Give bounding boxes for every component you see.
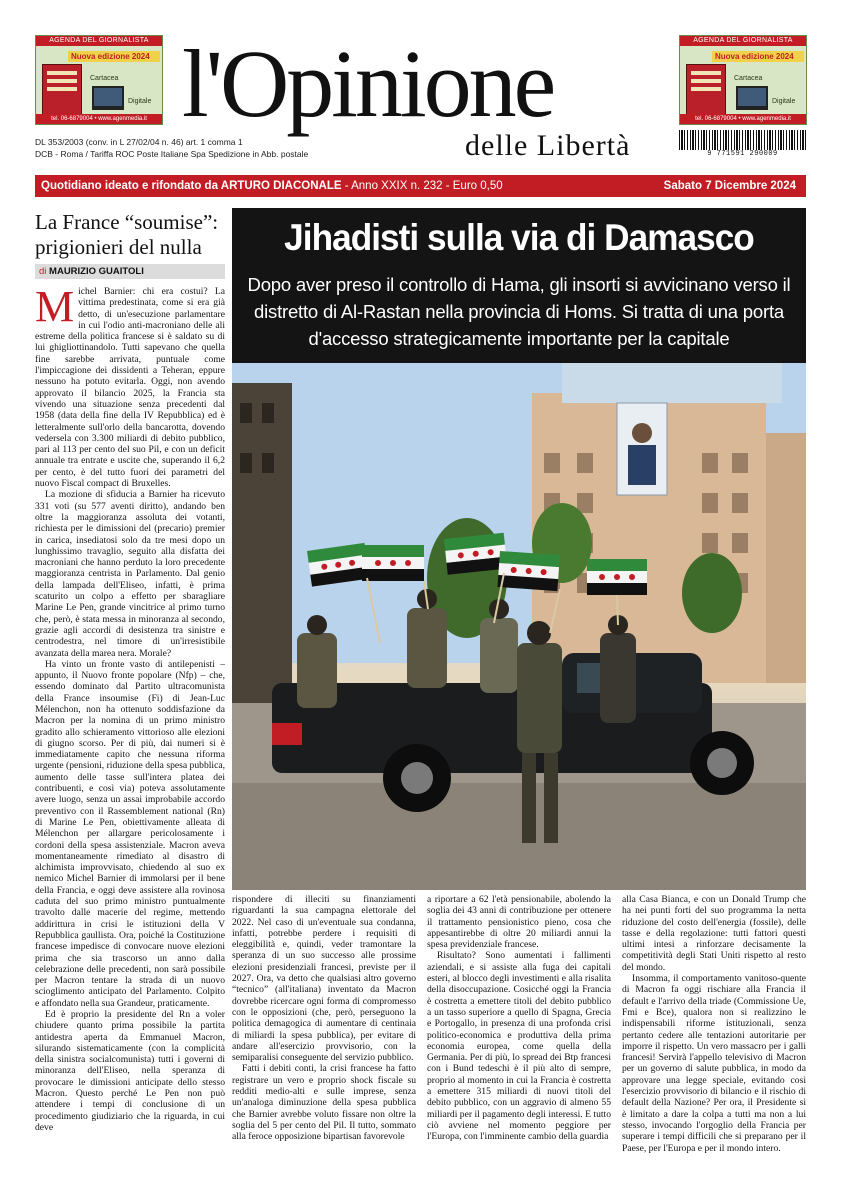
issue-bar-left bbox=[41, 175, 503, 197]
ad-edition: Nuova edizione 2024 bbox=[68, 51, 160, 62]
main-headline: Jihadisti sulla via di Damasco bbox=[284, 217, 754, 258]
article-paragraph: La mozione di sfiducia a Barnier ha ricevuto 331 voti (su 577 aventi diritto), andando ben oltre la maggioranza assoluta dei votanti, richiesta per le dimissioni del (precario) premier in carica, insediatosi solo da tre mesi dopo un lunghissimo travaglio, seguito alla disfatta dei macroniani che hanno perduto la loro precedente maggioranza centrista in Parlamento. Dal genio della lampada dell'Eliseo, infatti, è prima scaturito un colpo a effetto per sbaragliare Marine Le Pen, grande vincitrice al primo turno che, però, è stata messa in minoranza al secondo, grazie agli accordi di desistenza tra sinistre e centrodestra, nel timore di un'irresistibile avanzata della marea nera. Morale? bbox=[35, 489, 225, 659]
article-paragraph: Ed è proprio la presidente del Rn a voler chiudere quanto prima possibile la partita antidestra aperta da Emmanuel Macron, silurando sistematicamente (con la complicità della sinistra socialcomunista) tutti i governi di minoranza dell'Eliseo, nella speranza di provocare le dimissioni anticipate dello stesso Macron. Questo perché Le Pen non può attendere i tempi di conclusione di un procedimento giudiziario che la riguarda, in cui deve bbox=[35, 1009, 225, 1133]
agenda-ad-left[interactable] bbox=[35, 35, 163, 125]
byline-author: MAURIZIO GUAITOLI bbox=[49, 266, 144, 277]
ad-label-print: Cartacea bbox=[734, 75, 763, 82]
article-column-4 bbox=[622, 894, 806, 1180]
laptop-icon bbox=[92, 86, 124, 110]
laptop-icon bbox=[736, 86, 768, 110]
masthead-subtitle: delle Libertà bbox=[465, 129, 631, 162]
article-column-2 bbox=[232, 894, 416, 1180]
byline-prefix: di bbox=[39, 266, 47, 277]
article-paragraph: alla Casa Bianca, e con un Donald Trump che ha nei punti forti del suo programma la netta riduzione del costo dell'energia (fossile), delle tasse e della regolazione: tutti fattori questi ultimi intesi a rinforzare decisamente la competitività degli Stati Uniti rispetto al resto del mondo. bbox=[622, 894, 806, 973]
news-photo bbox=[232, 363, 806, 890]
agenda-book-icon bbox=[686, 64, 726, 116]
article-column-1 bbox=[35, 286, 225, 1176]
article-paragraph: rispondere di illeciti su finanziamenti riguardanti la sua campagna elettorale del 2022. Nel caso di un'eventuale sua condanna, infatti, potrebbe perdere i requisiti di eleggibilità e, quindi, veder tramontare la speranza di un suo successo alle prossime elezioni presidenziali francesi, previste per il 2027. Ora, va detto che qualsiasi altro governo “tecnico” (all'italiana) inventato da Macron dovrebbe ricercare ogni forma di compromesso con le opposizioni (che, però, perseguono la politica demagogica di aumentare di centinaia di miliardi la spesa pubblica), per evitare di andare all'esercizio provvisorio, con la semiparalisi conseguente del servizio pubblico. bbox=[232, 894, 416, 1064]
ad-footer: tel. 06-6879004 • www.agenmedia.it bbox=[36, 114, 162, 124]
main-headline-box[interactable] bbox=[232, 208, 806, 363]
agenda-ad-right[interactable] bbox=[679, 35, 807, 125]
news-photo-illustration bbox=[232, 363, 806, 890]
issue-details: - Anno XXIX n. 232 - Euro 0,50 bbox=[344, 180, 503, 192]
barcode-bars bbox=[679, 130, 806, 150]
agenda-book-icon bbox=[42, 64, 82, 116]
founder-prefix: Quotidiano ideato e rifondato da bbox=[41, 180, 218, 192]
dropcap: M bbox=[35, 286, 75, 331]
ad-header: AGENDA DEL GIORNALISTA bbox=[680, 36, 806, 46]
article-paragraph: a riportare a 62 l'età pensionabile, abolendo la soglia dei 43 anni di contribuzione per ottenere il trattamento pensionistico pieno, cosa che appesantirebbe di oltre 20 miliardi annui la spesa previdenziale francese. bbox=[427, 894, 611, 951]
main-subhead: Dopo aver preso il controllo di Hama, gli insorti si avvicinano verso il distretto di Al-Rastan nella provincia di Homs. Si tratta di una porta d'accesso strategicamente importante per la capitale bbox=[247, 274, 791, 349]
article-paragraph: Ha vinto un fronte vasto di antilepenisti – appunto, il Nuovo fronte popolare (Nfp) – che, essendo dominato dal Partito ultracomunista della France insoumise (Fi) di Jean-Luc Mélenchon, non ha ottenuto soddisfazione da Macron per la nomina di un primo ministro gradito allo schieramento vittorioso alle elezioni di giugno scorso. Per di più, dai numeri si è immediatamente capito che nessuna riforma urgente (pensioni, riduzione della spesa pubblica, aumento delle tasse sull'intera platea dei contribuenti, e così via) poteva assolutamente avere luogo, senza un assai improbabile accordo preventivo con il Rassemblement national (Rn) di Marine Le Pen, obiettivamente alleata di Mélenchon per allargare pericolosamente i cordoni della spesa assistenziale. Macron aveva momentaneamente rimediato al disastro di alchimista improvvisato, chiedendo al suo ex nemico Michel Barnier di immolarsi per il bene della Francia, e oggi deve assistere alla rovinosa caduta del suo primo ministro puntualmente travolto dalle macerie del regime, mettendo addirittura in crisi le istituzioni della V Repubblica gaullista. Ora, poiché la Costituzione francese impedisce di convocare nuove elezioni prima che sia trascorso un anno dalla celebrazione delle precedenti, non sarà possibile per Macron tentare la strada di un nuovo scioglimento anticipato del Parlamento. Colpito e affondato nella sua Grandeur, praticamente. bbox=[35, 658, 225, 1009]
side-article-title[interactable]: La France “soumise”: prigionieri del nulla bbox=[35, 210, 219, 259]
founder-name: ARTURO DIACONALE bbox=[220, 180, 342, 192]
article-paragraph: Michel Barnier: chi era costui? La vittima predestinata, come si era già detto, di un'esecuzione parlamentare in cui l'odio anti-macroniano delle ali estreme della politica francese si è saldato su di lui ghigliottinandolo. Tutti sapevano che quella fine sarebbe arrivata, puntuale come l'impiccagione dei dissidenti a Teheran, eppure nessuno ha potuto evitarla. Oggi, non avendo approvato il bilancio 2025, la Francia sta vivendo una situazione senza precedenti dal 1958 (data della fine della IV Repubblica) ed è letteralmente sull'orlo della bancarotta, dovendo vedersela con 3.300 miliardi di debito pubblico, pari al 113 per cento del suo Pil, e con un deficit annuale tra entrate e uscite che, superando il 6,2 per cento, è del tutto fuori dei parametri del nuovo Fiscal compact di Bruxelles. bbox=[35, 286, 225, 490]
ad-footer: tel. 06-6879004 • www.agenmedia.it bbox=[680, 114, 806, 124]
barcode bbox=[679, 130, 806, 160]
legal-line-1: DL 353/2003 (conv. in L 27/02/04 n. 46) art. 1 comma 1 bbox=[35, 137, 243, 147]
article-column-3 bbox=[427, 894, 611, 1180]
article-paragraph: Fatti i debiti conti, la crisi francese ha fatto registrare un vero e proprio shock fiscale su redditi medio-alti e sulle imprese, senza un'analoga diminuzione della spesa pubblica che Barnier avrebbe voluto fissare non oltre la soglia del 5 per cento del Pil. Il tutto, sommato alla feroce opposizione bipartisan favorevole bbox=[232, 1063, 416, 1143]
ad-header: AGENDA DEL GIORNALISTA bbox=[36, 36, 162, 46]
issue-bar bbox=[35, 175, 806, 197]
byline bbox=[35, 264, 225, 279]
article-paragraph: Insomma, il comportamento vanitoso-quente di Macron fa oggi rischiare alla Francia il default e l'arrivo della triade (Commissione Ue, Fmi e Bce), qualora non si realizzino le indispensabili riforme istituzionali, senza pertanto cedere alle tentazioni autoritarie per imporre il rispetto. Un vero massacro per i galli francesi! Servirà l'appello televisivo di Macron per un governo di salute pubblica, in modo da approvare una legge speciale, evitando così l'esercizio provvisorio di bilancio e il rischio di default della Nazione? Per ora, il Presidente si è limitato a dare la colpa a tutti ma non a lui stesso, invocando l'orgoglio della Francia per superare i tempi difficili che si preparano per il Paese, per l'Europa e per il mondo intero. bbox=[622, 973, 806, 1154]
barcode-number: 9 771591 290009 bbox=[707, 150, 778, 158]
ad-label-print: Cartacea bbox=[90, 75, 119, 82]
masthead-logo: l'Opinione bbox=[182, 30, 554, 137]
issue-date: Sabato 7 Dicembre 2024 bbox=[663, 180, 796, 192]
article-paragraph: Risultato? Sono aumentati i fallimenti aziendali, e si assiste alla fuga dei capitali esteri, al blocco degli investimenti e alla risalita della disoccupazione. Cosicché oggi la Francia è costretta a emettere titoli del debito pubblico a un tasso superiore a quello di Spagna, Grecia e Portogallo, in presenza di una profonda crisi politico-economica e produttiva della prima economia europea, come quella della Germania. Per di più, lo spread dei Btp francesi con i Bund tedeschi è il più alto di sempre, proprio al momento in cui la Francia è costretta a emettere 315 miliardi di nuovi titoli del debito pubblico, con un aggravio di almeno 55 miliardi per il pagamento degli interessi. E tutto ciò avviene nel momento peggiore per l'Europa, con l'imminente cambio della guardia bbox=[427, 950, 611, 1143]
ad-label-digital: Digitale bbox=[772, 98, 796, 105]
ad-edition: Nuova edizione 2024 bbox=[712, 51, 804, 62]
legal-line-2: DCB - Roma / Tariffa ROC Poste Italiane Spa Spedizione in Abb. postale bbox=[35, 149, 309, 159]
ad-label-digital: Digitale bbox=[128, 98, 152, 105]
